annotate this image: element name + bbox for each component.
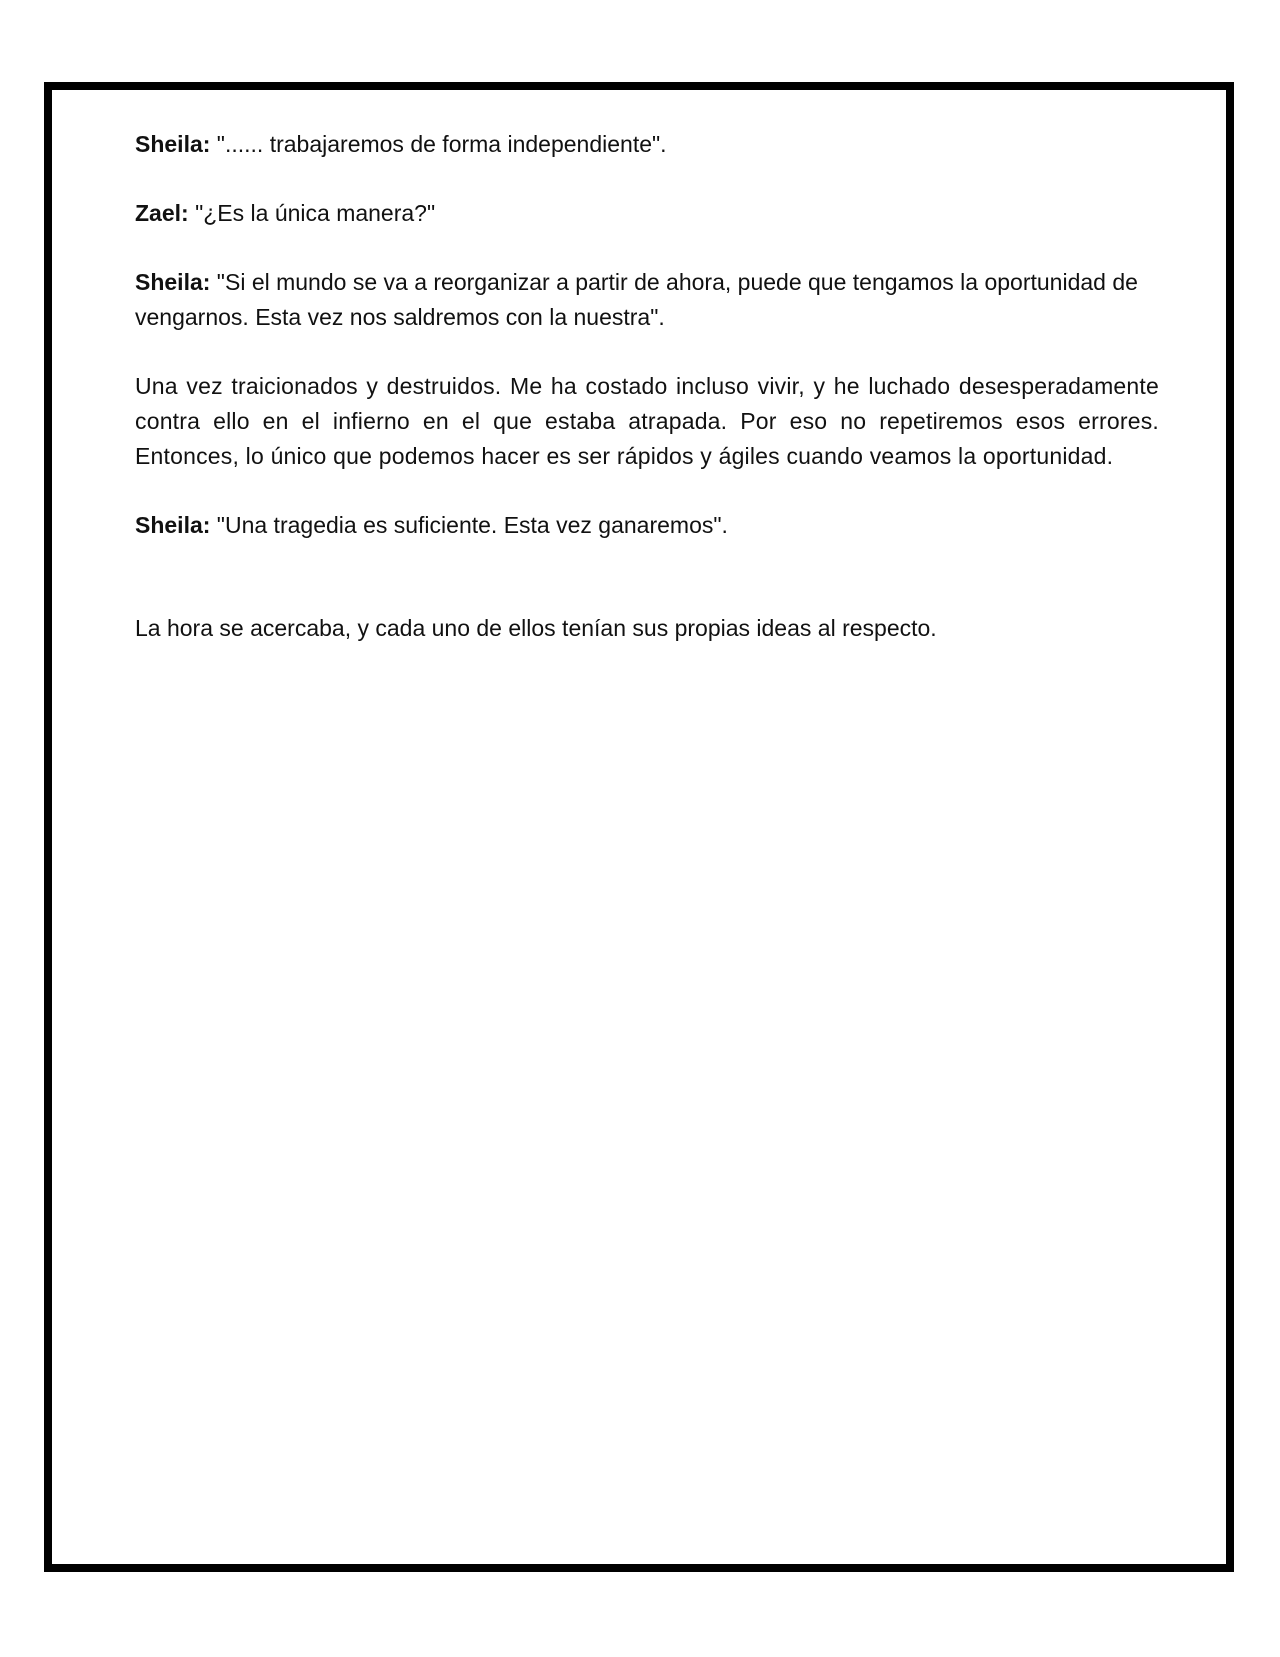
narration-paragraph bbox=[135, 369, 1159, 474]
dialogue-line bbox=[135, 127, 1159, 162]
document-body bbox=[135, 127, 1159, 680]
narration-paragraph bbox=[135, 611, 1159, 646]
dialogue-text: "¿Es la única manera?" bbox=[188, 200, 436, 226]
dialogue-line bbox=[135, 196, 1159, 231]
speaker-name: Sheila: bbox=[135, 131, 211, 157]
narration-text: La hora se acercaba, y cada uno de ellos tenían sus propias ideas al respecto. bbox=[135, 615, 937, 641]
page-frame bbox=[44, 82, 1234, 1572]
speaker-name: Sheila: bbox=[135, 269, 211, 295]
dialogue-line bbox=[135, 508, 1159, 543]
narration-text: Una vez traicionados y destruidos. Me ha costado incluso vivir, y he luchado desesperadamente contra ello en el infierno en el que estaba atrapada. Por eso no repetiremos esos errores. Entonces, lo único que podemos hacer es ser rápidos y ágiles cuando veamos la oportunidad. bbox=[135, 373, 1159, 469]
speaker-name: Zael: bbox=[135, 200, 189, 226]
dialogue-text: "Una tragedia es suficiente. Esta vez ganaremos". bbox=[210, 512, 728, 538]
dialogue-text: "...... trabajaremos de forma independiente". bbox=[210, 131, 667, 157]
dialogue-text: "Si el mundo se va a reorganizar a partir de ahora, puede que tengamos la oportunidad de vengarnos. Esta vez nos saldremos con la nuestra". bbox=[135, 269, 1138, 330]
speaker-name: Sheila: bbox=[135, 512, 211, 538]
dialogue-line bbox=[135, 265, 1159, 335]
